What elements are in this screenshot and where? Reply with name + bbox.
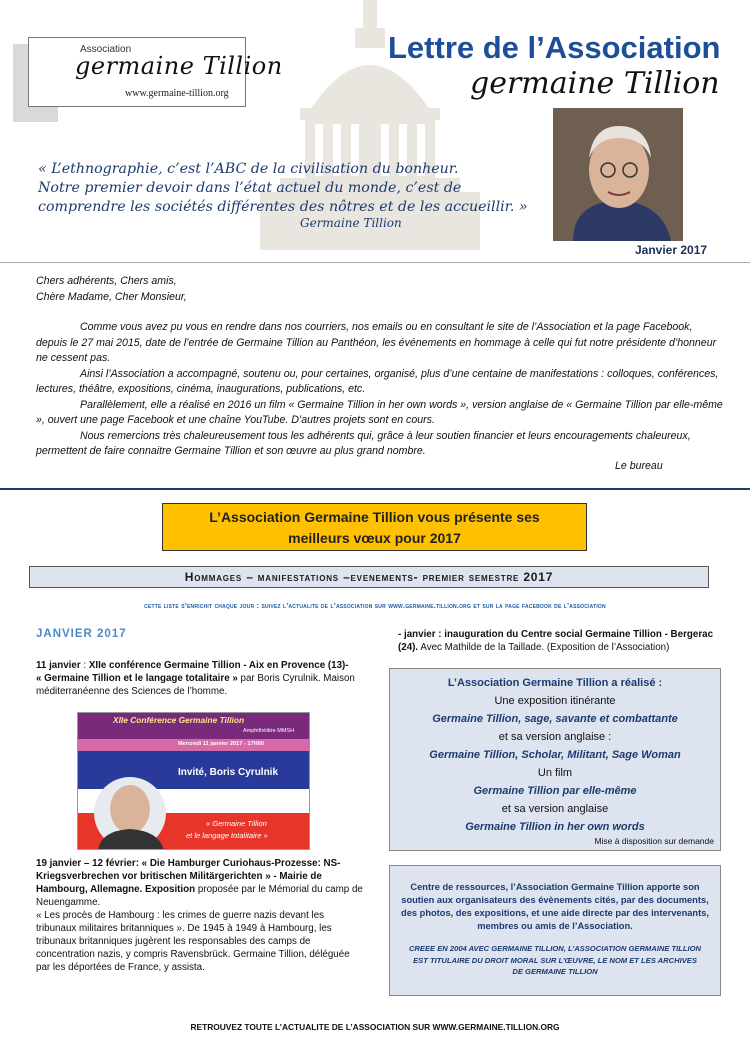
greetings-banner	[162, 503, 587, 551]
greetings-line: L’Association Germaine Tillion vous présente ses	[209, 509, 540, 525]
event-item	[398, 628, 728, 654]
poster-date: Mercredi 11 janvier 2017 - 17H00	[178, 741, 264, 747]
event-sep: :	[80, 660, 89, 671]
event-title: : « Die Hamburger Curiohaus-Prozesse: NS-Kriegsverbrechen vor britischen Militärgerichten » - Mairie de Hambourg, Allemagne. Exposition	[36, 858, 341, 895]
quote-line: Notre premier devoir dans l’état actuel du monde, c’est de	[38, 180, 462, 196]
logo-url[interactable]: www.germaine-tillion.org	[125, 88, 229, 99]
box-line: Une exposition itinérante	[494, 695, 616, 707]
letter-body	[36, 274, 726, 460]
quote-line: « L’ethnographie, c’est l’ABC de la civilisation du bonheur.	[38, 161, 459, 177]
poster-subject: « Germaine Tillion	[206, 819, 267, 828]
portrait-photo	[553, 108, 683, 241]
realisations-box	[389, 668, 721, 851]
box-line: Germaine Tillion par elle-même	[473, 785, 637, 797]
quote-line: comprendre les sociétés différentes des nôtres et de les accueillir. »	[38, 199, 528, 215]
event-item	[36, 659, 366, 698]
box-line: Germaine Tillion in her own words	[465, 821, 645, 833]
letter-paragraph: Parallèlement, elle a réalisé en 2016 un film « Germaine Tillion in her own words », version anglaise de « Germaine Tillion par elle-même », ouvert une page Facebook et une chaîne YouTube. D’autres projets sont en cours.	[36, 398, 723, 426]
box-heading: L’Association Germaine Tillion a réalisé :	[447, 677, 663, 689]
event-title: : inauguration du Centre social Germaine Tillion - Bergerac (24).	[398, 629, 714, 653]
event-item	[36, 857, 366, 974]
box-text: CREEE EN 2004 AVEC GERMAINE TILLION, L’ASSOCIATION GERMAINE TILLION EST TITULAIRE DU DROIT MORAL SUR L’ŒUVRE, LE NOM ET LES ARCHIVES DE GERMAINE TILLION	[408, 944, 702, 976]
box-line: Un film	[537, 767, 573, 779]
poster-venue: Amphithéâtre MMSH	[243, 728, 295, 734]
box-text: Centre de ressources, l’Association Germaine Tillion apporte son soutien aux organisateurs des évènements cités, par des documents, des photos, des expositions, et une aide directe par des intervenants, membres ou amis de l’Association.	[401, 882, 709, 931]
salutation: Chère Madame, Cher Monsieur,	[36, 290, 187, 303]
event-title: XIIe conférence Germaine Tillion - Aix en Provence (13)-	[88, 660, 349, 671]
epigraph-quote	[38, 160, 558, 217]
footer: RETROUVEZ TOUTE L’ACTUALITE DE L’ASSOCIATION SUR WWW.GERMAINE.TILLION.ORG	[190, 1022, 560, 1032]
event-paragraph: « Les procès de Hambourg : les crimes de guerre nazis devant les tribunaux militaires britanniques ». De 1945 à 1949 à Hambourg, les tribunaux britanniques jugèrent les responsables des camps de concentration nazis, y compris Ravensbrück. Germaine Tillion, déléguée par les déportées de France, y assista.	[36, 910, 350, 973]
event-text: proposée par le Mémorial du camp de Neuengamme.	[36, 884, 363, 908]
event-date: - janvier	[398, 629, 436, 640]
divider	[0, 262, 750, 263]
box-line: et sa version anglaise :	[498, 731, 612, 743]
subtitle-text: et sur la page facebook de l’association	[471, 601, 606, 610]
title-signature: germaine Tillion	[470, 66, 720, 101]
subtitle-text: cette liste s’enrichit chaque jour : suivez l’actualite de l’association sur	[144, 601, 389, 610]
event-quote: « Germaine Tillion et le langage totalitaire »	[36, 673, 238, 684]
divider	[0, 488, 750, 490]
logo-association-label: Association	[80, 44, 132, 55]
section-subtitle	[0, 601, 750, 610]
poster-title: XIIe Conférence Germaine Tillion	[113, 715, 245, 725]
poster-subject: et le langage totalitaire »	[186, 831, 268, 840]
section-title: Hommages – manifestations –evenements- premier semestre 2017	[29, 566, 709, 588]
resources-box	[389, 865, 721, 996]
event-text: par Boris Cyrulnik. Maison méditerranéenne des Sciences de l’homme.	[36, 673, 355, 697]
month-heading: JANVIER 2017	[36, 628, 127, 640]
conference-poster	[77, 712, 310, 850]
logo-script: germaine Tillion	[75, 52, 283, 80]
page-title: Lettre de l’Association	[388, 30, 721, 65]
website-link[interactable]: www.germaine.tillion.org	[388, 601, 472, 610]
box-line: Germaine Tillion, Scholar, Militant, Sage Woman	[429, 749, 681, 761]
box-note: Mise à disposition sur demande	[594, 836, 714, 846]
letter-paragraph: Nous remercions très chaleureusement tous les adhérents qui, grâce à leur soutien financier et leurs encouragements chaleureux, permettent de faire connaitre Germaine Tillion et son œuvre au plus grand nombre.	[36, 429, 691, 457]
quote-author: Germaine Tillion	[300, 216, 402, 230]
salutation: Chers adhérents, Chers amis,	[36, 275, 177, 287]
event-date: 19 janvier – 12 février	[36, 858, 136, 869]
letter-signature: Le bureau	[615, 460, 663, 472]
event-text: Avec Mathilde de la Taillade. (Exposition de l’Association)	[418, 642, 670, 653]
issue-date: Janvier 2017	[635, 243, 708, 257]
box-line: Germaine Tillion, sage, savante et combattante	[432, 713, 678, 725]
letter-paragraph: Ainsi l’Association a accompagné, soutenu ou, pour certaines, organisé, plus d’une centaine de manifestations : colloques, conférences, lectures, théâtre, expositions, cinéma, inaugurations, publications, etc.	[36, 367, 719, 395]
letter-paragraph: Comme vous avez pu vous en rendre dans nos courriers, nos emails ou en consultant le site de l’Association et la page Facebook, depuis le 27 mai 2015, date de l’entrée de Germaine Tillion au Panthéon, les événements en hommage à celle qui fut notre présidente d’honneur ne cessent pas.	[36, 321, 717, 364]
event-date: 11 janvier	[36, 660, 81, 671]
box-line: et sa version anglaise	[501, 803, 609, 815]
poster-invite: Invité, Boris Cyrulnik	[178, 767, 279, 778]
greetings-line: meilleurs vœux pour 2017	[288, 530, 461, 546]
